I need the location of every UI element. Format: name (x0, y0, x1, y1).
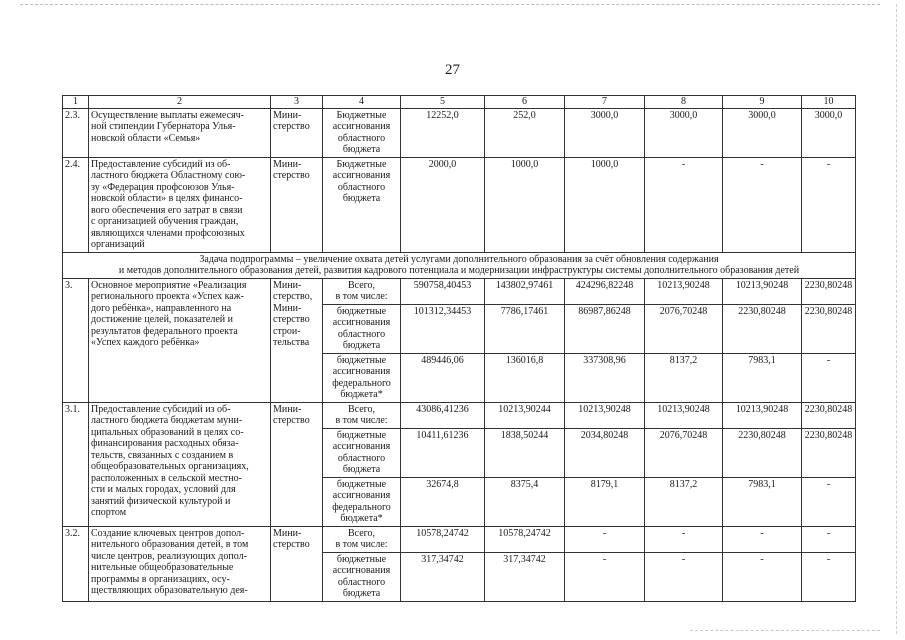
column-number: 7 (565, 96, 645, 109)
value-year: - (645, 157, 723, 252)
value-year: 7983,1 (723, 353, 802, 402)
value-year: - (802, 526, 856, 552)
measure-name (89, 157, 271, 252)
value-year: 252,0 (485, 108, 565, 157)
value-year: - (565, 526, 645, 552)
value-total: 32674,8 (401, 477, 485, 526)
column-number: 1 (63, 96, 89, 109)
measure-name-text: Основное мероприятие «Реализация регионального проекта «Успех каж- дого ребёнка», направленного на достижение целей, показателей и результатов федерального проекта «Успех каждого ребёнка» (91, 279, 247, 348)
value-year: 10213,90248 (565, 402, 645, 428)
value-year: 7983,1 (723, 477, 802, 526)
executor (271, 402, 323, 526)
column-number: 2 (89, 96, 271, 109)
value-year: 8179,1 (565, 477, 645, 526)
value-year: - (645, 552, 723, 601)
funding-source (323, 402, 401, 428)
value-year: 1000,0 (485, 157, 565, 252)
row-number: 3.1. (63, 402, 89, 526)
value-year: 3000,0 (723, 108, 802, 157)
row-number: 2.3. (63, 108, 89, 157)
funding-source-text: Всего, в том числе: (335, 403, 388, 426)
table-row (63, 526, 856, 552)
scan-edge-top (20, 4, 880, 5)
value-total: 317,34742 (401, 552, 485, 601)
value-year: 2076,70248 (645, 428, 723, 477)
value-year: - (802, 552, 856, 601)
value-year: 2230,80248 (802, 304, 856, 353)
funding-source (323, 477, 401, 526)
measure-name (89, 108, 271, 157)
value-year: 1838,50244 (485, 428, 565, 477)
column-number: 5 (401, 96, 485, 109)
value-total: 489446,06 (401, 353, 485, 402)
value-year: 2076,70248 (645, 304, 723, 353)
table-row (63, 278, 856, 304)
value-year: 10213,90248 (723, 402, 802, 428)
column-number: 4 (323, 96, 401, 109)
value-year: 10578,24742 (485, 526, 565, 552)
value-year: 2230,80248 (723, 428, 802, 477)
scan-edge-bottom (690, 630, 880, 631)
column-number: 3 (271, 96, 323, 109)
funding-source-text: бюджетные ассигнования федерального бюджета* (332, 354, 391, 400)
scan-edge-right (896, 4, 897, 634)
measure-name-text: Предоставление субсидий из об- ластного бюджета Областному сою- зу «Федерация профсоюзов Улья- новской области» в целях финансо- вого обеспечения его затрат в связи с организацией обучения граждан, являющихся членами профсоюзных организаций (91, 158, 246, 250)
executor-text: Мини- стерство (273, 109, 310, 132)
measure-name-text: Создание ключевых центров допол- нительного образования детей, в том числе центров, реализующих допол- нительные общеобразовательные программы в организациях, осу- ществляющих образовательную дея- (91, 527, 249, 596)
row-number: 2.4. (63, 157, 89, 252)
subprogram-task-text: Задача подпрограммы – увеличение охвата детей услугами дополнительного образования за счёт обновления содержания и методов дополнительного образования детей, развития кадрового потенциала и модернизации инфраструктуры системы дополнительного образования детей (118, 253, 800, 276)
table-row (63, 402, 856, 428)
executor-text: Мини- стерство (273, 158, 310, 181)
value-year: - (802, 477, 856, 526)
column-number-row (63, 96, 856, 109)
executor (271, 526, 323, 601)
table-row (63, 108, 856, 157)
funding-source-text: Всего, в том числе: (335, 279, 388, 302)
value-year: 2230,80248 (802, 428, 856, 477)
value-year: 10213,90248 (645, 278, 723, 304)
value-year: 1000,0 (565, 157, 645, 252)
executor-text: Мини- стерство (273, 403, 310, 426)
value-year: - (645, 526, 723, 552)
value-year: 317,34742 (485, 552, 565, 601)
executor (271, 278, 323, 402)
value-year: - (723, 552, 802, 601)
value-year: 10213,90244 (485, 402, 565, 428)
funding-source-text: бюджетные ассигнования областного бюджета (332, 305, 391, 351)
value-year: - (723, 526, 802, 552)
value-year: 3000,0 (802, 108, 856, 157)
measure-name (89, 402, 271, 526)
funding-source (323, 278, 401, 304)
value-total: 43086,41236 (401, 402, 485, 428)
value-year: - (723, 157, 802, 252)
value-year: - (802, 353, 856, 402)
funding-source (323, 304, 401, 353)
value-year: 7786,17461 (485, 304, 565, 353)
value-total: 10411,61236 (401, 428, 485, 477)
executor-text: Мини- стерство (273, 527, 310, 550)
funding-source (323, 353, 401, 402)
value-total: 101312,34453 (401, 304, 485, 353)
funding-source-text: бюджетные ассигнования областного бюджета (332, 553, 391, 599)
row-number: 3.2. (63, 526, 89, 601)
measure-name-text: Осуществление выплаты ежемесяч- ной стипендии Губернатора Улья- новской области «Семья» (91, 109, 245, 144)
executor-text: Мини- стерство, Мини- стерство строи- тельства (273, 279, 313, 348)
value-total: 10578,24742 (401, 526, 485, 552)
value-year: 2034,80248 (565, 428, 645, 477)
funding-source (323, 552, 401, 601)
value-year: 3000,0 (645, 108, 723, 157)
funding-source-text: Бюджетные ассигнования областного бюджета (332, 109, 391, 155)
executor (271, 108, 323, 157)
value-year: 424296,82248 (565, 278, 645, 304)
value-total: 590758,40453 (401, 278, 485, 304)
measure-name-text: Предоставление субсидий из об- ластного бюджета бюджетам муни- ципальных образований в целях со- финансирования расходных обяза- тельств, связанных с созданием в общеобразовательных организациях, расположенных в сельской местно- сти и малых городах, условий для занятий физической культурой и спортом (91, 403, 249, 518)
row-number: 3. (63, 278, 89, 402)
funding-source (323, 108, 401, 157)
value-year: 8137,2 (645, 477, 723, 526)
task-row (63, 252, 856, 278)
value-year: - (802, 157, 856, 252)
funding-source-text: бюджетные ассигнования федерального бюджета* (332, 478, 391, 524)
value-year: 337308,96 (565, 353, 645, 402)
value-year: 2230,80248 (802, 278, 856, 304)
value-year: 8375,4 (485, 477, 565, 526)
measure-name (89, 278, 271, 402)
value-year: 2230,80248 (723, 304, 802, 353)
value-year: 10213,90248 (645, 402, 723, 428)
measure-name (89, 526, 271, 601)
funding-source (323, 157, 401, 252)
value-year: 8137,2 (645, 353, 723, 402)
funding-source-text: Всего, в том числе: (335, 527, 388, 550)
column-number: 9 (723, 96, 802, 109)
funding-source-text: Бюджетные ассигнования областного бюджета (332, 158, 391, 204)
column-number: 6 (485, 96, 565, 109)
funding-source-text: бюджетные ассигнования областного бюджета (332, 429, 391, 475)
page-number: 27 (445, 62, 460, 78)
value-year: 2230,80248 (802, 402, 856, 428)
table-row (63, 157, 856, 252)
value-year: 143802,97461 (485, 278, 565, 304)
funding-source (323, 526, 401, 552)
value-year: 3000,0 (565, 108, 645, 157)
column-number: 8 (645, 96, 723, 109)
value-year: 10213,90248 (723, 278, 802, 304)
value-total: 2000,0 (401, 157, 485, 252)
value-year: - (565, 552, 645, 601)
executor (271, 157, 323, 252)
subprogram-task (63, 252, 856, 278)
column-number: 10 (802, 96, 856, 109)
value-year: 136016,8 (485, 353, 565, 402)
value-total: 12252,0 (401, 108, 485, 157)
funding-source (323, 428, 401, 477)
budget-table (62, 95, 856, 602)
value-year: 86987,86248 (565, 304, 645, 353)
